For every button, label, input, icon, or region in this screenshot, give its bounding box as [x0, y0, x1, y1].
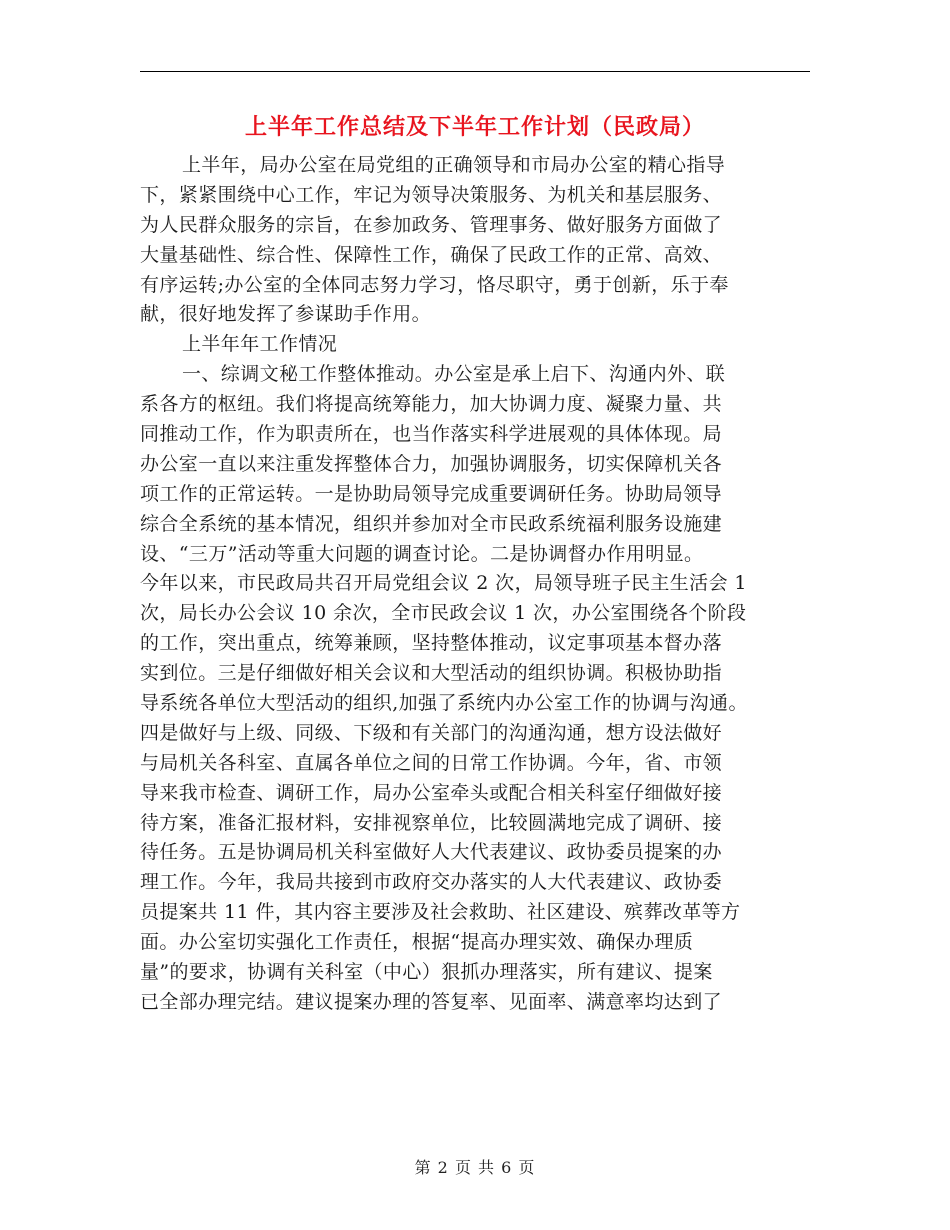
paragraph-line: 项工作的正常运转。一是协助局领导完成重要调研任务。协助局领导	[140, 482, 723, 505]
paragraph-line: 的工作，突出重点，统筹兼顾，坚持整体推动，议定事项基本督办落	[140, 632, 723, 655]
paragraph-line: 下，紧紧围绕中心工作，牢记为领导决策服务、为机关和基层服务、	[140, 183, 723, 206]
paragraph-line: 综合全系统的基本情况，组织并参加对全市民政系统福利服务设施建	[140, 512, 723, 535]
section-heading: 上半年年工作情况	[182, 333, 338, 356]
paragraph-line: 四是做好与上级、同级、下级和有关部门的沟通沟通，想方设法做好	[140, 721, 723, 744]
paragraph-line: 理工作。今年，我局共接到市政府交办落实的人大代表建议、政协委	[140, 871, 723, 894]
document-title: 上半年工作总结及下半年工作计划（民政局）	[244, 114, 705, 140]
paragraph-line: 系各方的枢纽。我们将提高统筹能力，加大协调力度、凝聚力量、共	[140, 393, 723, 416]
header-rule	[140, 71, 810, 72]
paragraph-line: 次，局长办公会议 10 余次，全市民政会议 1 次，办公室围绕各个阶段	[140, 602, 747, 625]
paragraph-line: 实到位。三是仔细做好相关会议和大型活动的组织协调。积极协助指	[140, 662, 723, 685]
document-body	[140, 151, 816, 1018]
paragraph-line: 导系统各单位大型活动的组织,加强了系统内办公室工作的协调与沟通。	[140, 692, 748, 715]
paragraph-line: 今年以来，市民政局共召开局党组会议 2 次，局领导班子民主生活会 1	[140, 572, 747, 595]
paragraph-line: 有序运转;办公室的全体同志努力学习，恪尽职守，勇于创新，乐于奉	[140, 273, 729, 296]
page-number: 第 2 页 共 6 页	[414, 1158, 536, 1177]
paragraph-line: 导来我市检查、调研工作，局办公室牵头或配合相关科室仔细做好接	[140, 781, 723, 804]
paragraph-line: 待任务。五是协调局机关科室做好人大代表建议、政协委员提案的办	[140, 841, 723, 864]
paragraph-line: 办公室一直以来注重发挥整体合力，加强协调服务，切实保障机关各	[140, 452, 723, 475]
paragraph-line: 一、综调文秘工作整体推动。办公室是承上启下、沟通内外、联	[182, 363, 726, 386]
paragraph-line: 量”的要求，协调有关科室（中心）狠抓办理落实，所有建议、提案	[140, 961, 713, 984]
paragraph-line: 与局机关各科室、直属各单位之间的日常工作协调。今年，省、市领	[140, 751, 723, 774]
paragraph-line: 上半年，局办公室在局党组的正确领导和市局办公室的精心指导	[182, 154, 726, 176]
paragraph-line: 为人民群众服务的宗旨，在参加政务、管理事务、做好服务方面做了	[140, 213, 723, 236]
paragraph-line: 待方案，准备汇报材料，安排视察单位，比较圆满地完成了调研、接	[140, 811, 723, 834]
paragraph-line: 设、“三万”活动等重大问题的调查讨论。二是协调督办作用明显。	[140, 542, 704, 565]
paragraph-line: 献，很好地发挥了参谋助手作用。	[140, 303, 432, 326]
paragraph-line: 大量基础性、综合性、保障性工作，确保了民政工作的正常、高效、	[140, 243, 723, 266]
paragraph-line: 员提案共 11 件，其内容主要涉及社会救助、社区建设、殡葬改革等方	[140, 901, 741, 924]
paragraph-line: 面。办公室切实强化工作责任，根据“提高办理实效、确保办理质	[140, 931, 694, 954]
paragraph-line: 已全部办理完结。建议提案办理的答复率、见面率、满意率均达到了	[140, 990, 723, 1013]
paragraph-line: 同推动工作，作为职责所在，也当作落实科学进展观的具体体现。局	[140, 423, 723, 446]
